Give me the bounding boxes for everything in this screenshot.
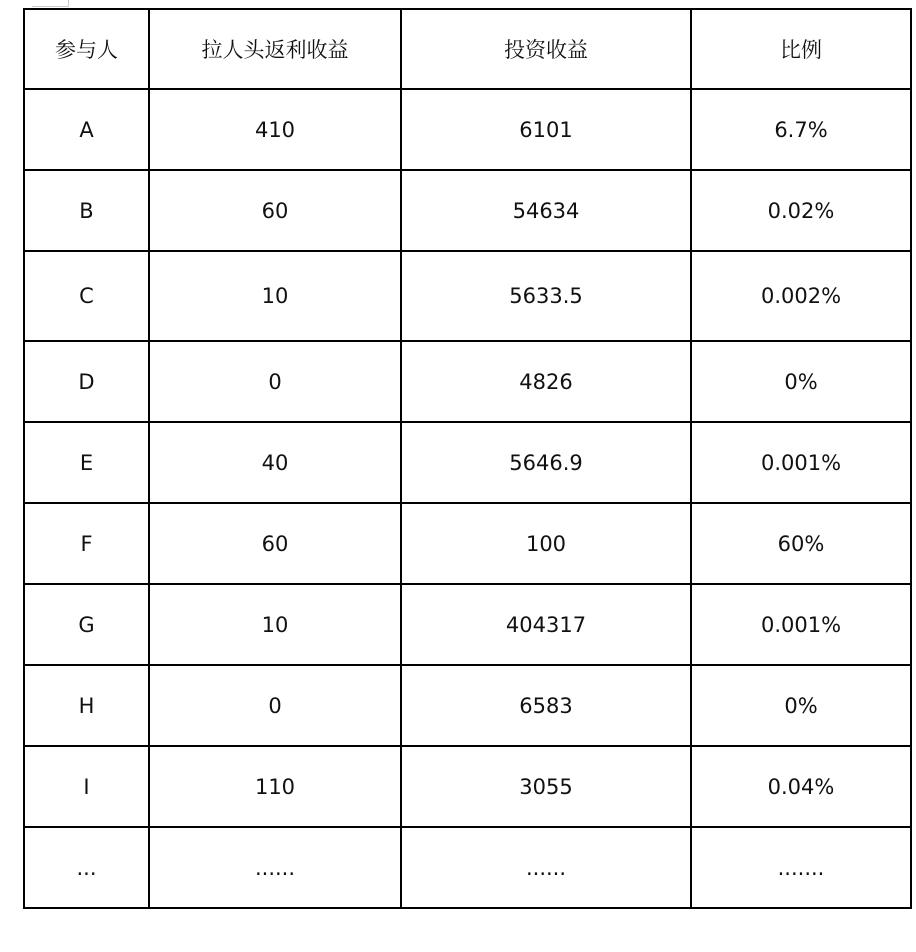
cell-ratio: 0.001% — [691, 422, 911, 503]
table-row — [24, 503, 911, 584]
cell-ratio: 0.04% — [691, 746, 911, 827]
cell-ratio: ....... — [691, 827, 911, 908]
cell-investment-income: 54634 — [401, 170, 691, 251]
cell-participant: F — [24, 503, 149, 584]
cell-referral-income: ...... — [149, 827, 401, 908]
cell-investment-income: 404317 — [401, 584, 691, 665]
table-row — [24, 584, 911, 665]
cell-referral-income: 110 — [149, 746, 401, 827]
cell-participant: B — [24, 170, 149, 251]
data-table — [23, 8, 912, 909]
cell-participant: E — [24, 422, 149, 503]
cell-ratio: 0.002% — [691, 251, 911, 341]
cell-referral-income: 60 — [149, 503, 401, 584]
cell-ratio: 0% — [691, 341, 911, 422]
header-investment-income: 投资收益 — [401, 9, 691, 89]
cell-participant: G — [24, 584, 149, 665]
table-row — [24, 170, 911, 251]
cell-ratio: 6.7% — [691, 89, 911, 170]
cell-participant: ... — [24, 827, 149, 908]
cell-investment-income: 4826 — [401, 341, 691, 422]
cell-participant: D — [24, 341, 149, 422]
cell-participant: I — [24, 746, 149, 827]
table-row — [24, 89, 911, 170]
cell-ratio: 0% — [691, 665, 911, 746]
cell-referral-income: 10 — [149, 251, 401, 341]
cell-ratio: 0.001% — [691, 584, 911, 665]
cell-referral-income: 10 — [149, 584, 401, 665]
cell-investment-income: 3055 — [401, 746, 691, 827]
cell-ratio: 60% — [691, 503, 911, 584]
cell-participant: H — [24, 665, 149, 746]
cell-referral-income: 40 — [149, 422, 401, 503]
table-row — [24, 251, 911, 341]
cell-investment-income: 6101 — [401, 89, 691, 170]
cell-investment-income: 100 — [401, 503, 691, 584]
cell-ratio: 0.02% — [691, 170, 911, 251]
cell-referral-income: 60 — [149, 170, 401, 251]
table-row — [24, 827, 911, 908]
cell-referral-income: 0 — [149, 665, 401, 746]
cell-investment-income: ...... — [401, 827, 691, 908]
header-row — [24, 9, 911, 89]
cell-participant: C — [24, 251, 149, 341]
header-ratio: 比例 — [691, 9, 911, 89]
cell-investment-income: 5646.9 — [401, 422, 691, 503]
table-row — [24, 665, 911, 746]
page-corner-mark — [32, 0, 69, 7]
cell-referral-income: 410 — [149, 89, 401, 170]
table-row — [24, 746, 911, 827]
table-row — [24, 341, 911, 422]
cell-investment-income: 5633.5 — [401, 251, 691, 341]
header-participant: 参与人 — [24, 9, 149, 89]
header-referral-income: 拉人头返利收益 — [149, 9, 401, 89]
table-row — [24, 422, 911, 503]
cell-participant: A — [24, 89, 149, 170]
cell-referral-income: 0 — [149, 341, 401, 422]
cell-investment-income: 6583 — [401, 665, 691, 746]
